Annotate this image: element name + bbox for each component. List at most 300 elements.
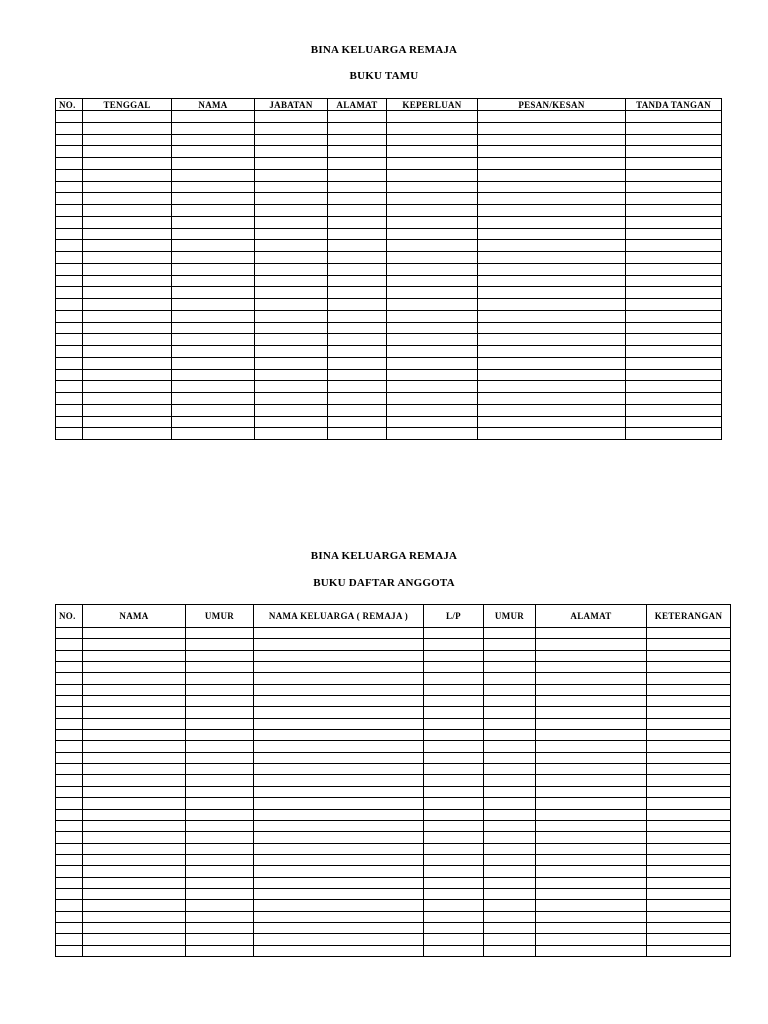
table-cell [254, 662, 424, 673]
table-cell [387, 357, 478, 369]
table-cell [647, 730, 731, 741]
table-cell [484, 775, 536, 786]
table-cell [536, 900, 647, 911]
table-cell [83, 287, 172, 299]
table-cell [56, 310, 83, 322]
table-cell [647, 628, 731, 639]
table-cell [424, 877, 484, 888]
table-cell [478, 346, 626, 358]
table-cell [328, 393, 387, 405]
table-cell [172, 193, 255, 205]
table-cell [484, 730, 536, 741]
table-cell [328, 216, 387, 228]
table-cell [626, 193, 722, 205]
guestbook-table [55, 98, 722, 440]
table-cell [424, 628, 484, 639]
table-cell [328, 134, 387, 146]
table-cell [83, 809, 186, 820]
table-cell [536, 650, 647, 661]
table-cell [56, 684, 83, 695]
table-cell [56, 122, 83, 134]
table-cell [255, 240, 328, 252]
table-cell [328, 369, 387, 381]
table-cell [328, 193, 387, 205]
table-cell [83, 650, 186, 661]
table-cell [424, 866, 484, 877]
table-cell [424, 650, 484, 661]
table-cell [626, 275, 722, 287]
table-cell [255, 134, 328, 146]
table-cell [255, 310, 328, 322]
guestbook-row [56, 381, 722, 393]
table-cell [83, 730, 186, 741]
table-cell [255, 369, 328, 381]
table-cell [626, 299, 722, 311]
table-cell [328, 252, 387, 264]
table-cell [647, 820, 731, 831]
table-cell [56, 205, 83, 217]
guestbook-row [56, 205, 722, 217]
table-cell [424, 888, 484, 899]
member-row [56, 786, 731, 797]
table-cell [186, 775, 254, 786]
table-cell [56, 786, 83, 797]
table-cell [626, 134, 722, 146]
table-cell [172, 205, 255, 217]
table-cell [626, 416, 722, 428]
table-cell [484, 707, 536, 718]
table-cell [387, 181, 478, 193]
table-cell [172, 346, 255, 358]
table-cell [56, 934, 83, 945]
table-cell [478, 428, 626, 440]
table-cell [56, 820, 83, 831]
table-cell [56, 216, 83, 228]
table-cell [387, 346, 478, 358]
member-row [56, 809, 731, 820]
table-cell [56, 718, 83, 729]
table-cell [172, 240, 255, 252]
table-cell [626, 240, 722, 252]
table-cell [56, 650, 83, 661]
table-cell [424, 673, 484, 684]
table-cell [56, 369, 83, 381]
table-cell [254, 866, 424, 877]
table-cell [254, 684, 424, 695]
table-cell [254, 900, 424, 911]
table-cell [387, 299, 478, 311]
guestbook-row [56, 111, 722, 123]
table-cell [647, 650, 731, 661]
table-cell [186, 934, 254, 945]
table-cell [626, 381, 722, 393]
table-cell [536, 798, 647, 809]
table-cell [83, 752, 186, 763]
guestbook-col-tanda-tangan: TANDA TANGAN [626, 99, 722, 111]
table-cell [186, 832, 254, 843]
table-cell [83, 263, 172, 275]
guestbook-col-tenggal: TENGGAL [83, 99, 172, 111]
table-cell [83, 134, 172, 146]
table-cell [83, 707, 186, 718]
table-cell [626, 310, 722, 322]
table-cell [424, 809, 484, 820]
table-cell [484, 934, 536, 945]
table-cell [626, 393, 722, 405]
table-cell [387, 216, 478, 228]
table-cell [478, 252, 626, 264]
table-cell [478, 310, 626, 322]
table-cell [56, 263, 83, 275]
table-cell [478, 216, 626, 228]
table-cell [328, 322, 387, 334]
guestbook-row [56, 287, 722, 299]
table-cell [186, 843, 254, 854]
table-cell [647, 911, 731, 922]
guestbook-row [56, 275, 722, 287]
table-cell [387, 322, 478, 334]
table-cell [83, 696, 186, 707]
table-cell [387, 416, 478, 428]
table-cell [647, 673, 731, 684]
member-col-lp: L/P [424, 605, 484, 628]
table-cell [56, 696, 83, 707]
table-cell [83, 369, 172, 381]
table-cell [56, 404, 83, 416]
table-cell [83, 111, 172, 123]
member-row [56, 866, 731, 877]
guestbook-col-alamat: ALAMAT [328, 99, 387, 111]
table-cell [328, 122, 387, 134]
table-cell [424, 707, 484, 718]
table-cell [424, 911, 484, 922]
table-cell [254, 786, 424, 797]
table-cell [626, 146, 722, 158]
table-cell [255, 158, 328, 170]
table-cell [484, 684, 536, 695]
table-cell [424, 832, 484, 843]
member-row [56, 764, 731, 775]
table-cell [56, 741, 83, 752]
table-cell [478, 169, 626, 181]
table-cell [254, 945, 424, 956]
table-cell [186, 628, 254, 639]
table-cell [647, 843, 731, 854]
table-cell [647, 764, 731, 775]
guestbook-row [56, 122, 722, 134]
table-cell [484, 718, 536, 729]
table-cell [626, 369, 722, 381]
table-cell [536, 945, 647, 956]
table-cell [478, 263, 626, 275]
table-cell [255, 193, 328, 205]
table-cell [255, 275, 328, 287]
table-cell [83, 764, 186, 775]
table-cell [484, 809, 536, 820]
table-cell [647, 832, 731, 843]
table-cell [536, 752, 647, 763]
table-cell [536, 854, 647, 865]
table-cell [478, 357, 626, 369]
table-cell [186, 718, 254, 729]
table-cell [478, 146, 626, 158]
guestbook-row [56, 252, 722, 264]
table-cell [328, 158, 387, 170]
table-cell [626, 122, 722, 134]
member-list-org-title: BINA KELUARGA REMAJA [310, 550, 458, 562]
table-cell [647, 922, 731, 933]
table-cell [328, 310, 387, 322]
member-row [56, 843, 731, 854]
table-cell [626, 216, 722, 228]
table-cell [186, 673, 254, 684]
table-cell [484, 945, 536, 956]
table-cell [255, 428, 328, 440]
table-cell [56, 134, 83, 146]
table-cell [56, 299, 83, 311]
table-cell [478, 369, 626, 381]
table-cell [83, 228, 172, 240]
table-cell [387, 169, 478, 181]
table-cell [254, 775, 424, 786]
table-cell [424, 775, 484, 786]
member-row [56, 639, 731, 650]
table-cell [56, 346, 83, 358]
table-cell [484, 639, 536, 650]
table-cell [83, 275, 172, 287]
member-col-nama-keluarga: NAMA KELUARGA ( REMAJA ) [254, 605, 424, 628]
table-cell [478, 205, 626, 217]
table-cell [56, 911, 83, 922]
table-cell [83, 945, 186, 956]
table-cell [83, 158, 172, 170]
table-cell [254, 911, 424, 922]
table-cell [484, 854, 536, 865]
table-cell [424, 718, 484, 729]
guestbook-row [56, 322, 722, 334]
table-cell [647, 888, 731, 899]
table-cell [172, 287, 255, 299]
table-cell [56, 275, 83, 287]
table-cell [254, 820, 424, 831]
table-cell [56, 639, 83, 650]
table-cell [83, 216, 172, 228]
table-cell [172, 169, 255, 181]
member-row [56, 945, 731, 956]
table-cell [328, 263, 387, 275]
table-cell [255, 299, 328, 311]
table-cell [647, 877, 731, 888]
table-cell [484, 628, 536, 639]
table-cell [536, 820, 647, 831]
table-cell [56, 707, 83, 718]
table-cell [83, 718, 186, 729]
table-cell [56, 752, 83, 763]
table-cell [254, 718, 424, 729]
member-row [56, 673, 731, 684]
table-cell [186, 696, 254, 707]
table-cell [83, 934, 186, 945]
table-cell [56, 662, 83, 673]
table-cell [56, 628, 83, 639]
table-cell [83, 299, 172, 311]
table-cell [536, 888, 647, 899]
table-cell [83, 404, 172, 416]
table-cell [424, 752, 484, 763]
table-cell [626, 287, 722, 299]
table-cell [172, 334, 255, 346]
table-cell [387, 146, 478, 158]
table-cell [186, 707, 254, 718]
table-cell [83, 357, 172, 369]
table-cell [83, 866, 186, 877]
table-cell [172, 158, 255, 170]
member-row [56, 650, 731, 661]
guestbook-row [56, 428, 722, 440]
table-cell [647, 900, 731, 911]
table-cell [536, 832, 647, 843]
member-col-umur: UMUR [186, 605, 254, 628]
guestbook-row [56, 357, 722, 369]
guestbook-row [56, 416, 722, 428]
table-cell [387, 111, 478, 123]
table-cell [83, 877, 186, 888]
table-cell [424, 786, 484, 797]
table-cell [255, 216, 328, 228]
table-cell [255, 122, 328, 134]
member-list-table [55, 604, 731, 957]
table-cell [56, 877, 83, 888]
table-cell [186, 662, 254, 673]
member-row [56, 696, 731, 707]
table-cell [647, 798, 731, 809]
table-cell [478, 393, 626, 405]
table-cell [484, 877, 536, 888]
table-cell [478, 299, 626, 311]
member-row [56, 888, 731, 899]
table-cell [56, 228, 83, 240]
table-cell [626, 158, 722, 170]
table-cell [536, 707, 647, 718]
table-cell [478, 181, 626, 193]
table-cell [536, 843, 647, 854]
table-cell [56, 809, 83, 820]
table-cell [172, 134, 255, 146]
table-cell [83, 798, 186, 809]
member-list-body [56, 628, 731, 957]
table-cell [536, 696, 647, 707]
table-cell [626, 263, 722, 275]
table-cell [83, 193, 172, 205]
table-cell [536, 877, 647, 888]
table-cell [484, 786, 536, 797]
guestbook-body [56, 111, 722, 440]
table-cell [328, 416, 387, 428]
table-cell [387, 134, 478, 146]
table-cell [536, 628, 647, 639]
guestbook-row [56, 263, 722, 275]
table-cell [83, 888, 186, 899]
table-cell [328, 299, 387, 311]
table-cell [83, 393, 172, 405]
guestbook-title: BUKU TAMU [349, 70, 419, 82]
table-cell [328, 169, 387, 181]
table-cell [536, 775, 647, 786]
table-cell [83, 854, 186, 865]
member-row [56, 752, 731, 763]
table-cell [647, 684, 731, 695]
table-cell [484, 764, 536, 775]
table-cell [83, 922, 186, 933]
table-cell [626, 334, 722, 346]
table-cell [56, 428, 83, 440]
table-cell [83, 628, 186, 639]
table-cell [83, 346, 172, 358]
table-cell [83, 416, 172, 428]
table-cell [647, 741, 731, 752]
table-cell [254, 707, 424, 718]
table-cell [83, 639, 186, 650]
table-cell [172, 404, 255, 416]
table-cell [478, 275, 626, 287]
table-cell [424, 820, 484, 831]
table-cell [387, 428, 478, 440]
table-cell [626, 205, 722, 217]
table-cell [186, 820, 254, 831]
table-cell [626, 428, 722, 440]
table-cell [647, 854, 731, 865]
table-cell [83, 684, 186, 695]
table-cell [626, 346, 722, 358]
table-cell [56, 900, 83, 911]
table-cell [172, 369, 255, 381]
table-cell [83, 820, 186, 831]
table-cell [484, 673, 536, 684]
table-cell [647, 775, 731, 786]
guestbook-row [56, 228, 722, 240]
table-cell [255, 357, 328, 369]
table-cell [424, 843, 484, 854]
member-row [56, 730, 731, 741]
table-cell [83, 169, 172, 181]
member-col-keterangan: KETERANGAN [647, 605, 731, 628]
guestbook-row [56, 134, 722, 146]
table-cell [255, 416, 328, 428]
member-row [56, 684, 731, 695]
guestbook-row [56, 334, 722, 346]
table-cell [186, 684, 254, 695]
table-cell [56, 730, 83, 741]
table-cell [172, 122, 255, 134]
guestbook-header-row [56, 99, 722, 111]
table-cell [478, 287, 626, 299]
table-cell [254, 832, 424, 843]
table-cell [172, 252, 255, 264]
guestbook-col-keperluan: KEPERLUAN [387, 99, 478, 111]
guestbook-row [56, 216, 722, 228]
guestbook-row [56, 310, 722, 322]
table-cell [56, 181, 83, 193]
table-cell [424, 662, 484, 673]
guestbook-row [56, 146, 722, 158]
table-cell [56, 416, 83, 428]
table-cell [172, 310, 255, 322]
table-cell [83, 122, 172, 134]
table-cell [254, 730, 424, 741]
member-list-header-row [56, 605, 731, 628]
table-cell [83, 673, 186, 684]
table-cell [83, 662, 186, 673]
